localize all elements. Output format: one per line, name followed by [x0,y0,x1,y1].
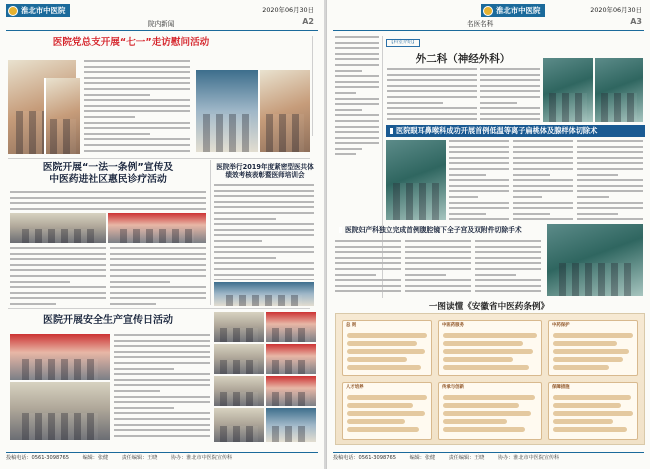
article-perf-review-text [214,184,314,280]
article-law-promo-intro [10,191,206,211]
article-law-promo-text-b [110,247,206,305]
infographic-box-innovation: 传承与创新 [438,382,542,440]
photo-award-group-5 [214,376,264,406]
dept-intro-text-b [480,68,540,122]
footer-chief-editor: 责任编辑：王晓 [448,455,485,461]
article-law-promo-text-a [10,247,106,305]
hospital-seal-icon [8,6,18,16]
footer-phone: 投稿电话：0561-3098765 [333,455,396,461]
article-obgyn-text-b [405,240,471,296]
masthead-name: 淮北市中医院 [496,6,541,15]
photo-handshake [260,70,310,152]
headline-law-promo-1: 医院开展“一法一条例”宣传及 [42,162,174,173]
photo-safety-crowd [10,382,110,440]
masthead-logo [481,4,545,17]
footer-editor: 编辑：张健 [82,455,109,461]
infographic-box-services: 中医药服务 [438,320,542,376]
masthead-logo [6,4,70,17]
footer-phone: 投稿电话：0561-3098765 [6,455,69,461]
section-name: 名医名科 [467,20,494,28]
header-rule [6,30,318,31]
page-a3 [326,0,650,469]
hospital-seal-icon [483,6,493,16]
article-ent-text-b [513,140,573,220]
page-header [333,4,644,28]
headline-perf-review-2: 绩效考核表彰暨医师培训会 [225,171,305,179]
footer-organizer: 协办：淮北市中医院宣传科 [498,455,560,461]
article-ent-text-a [449,140,509,220]
headline-ent-surgery: 医院眼耳鼻喉科成功开展首例低温等离子扁桃体及腺样体切除术 [386,125,645,137]
page-header [6,4,318,28]
dept-intro-tag: 【科室介绍】 [386,39,420,47]
photo-award-group-2 [266,312,316,342]
poster-title: 一图读懂《安徽省中医药条例》 [428,302,550,312]
column-rule [312,36,313,136]
photo-award-group-3 [214,344,264,374]
photo-award-group-6 [266,376,316,406]
dept-intro-text-a [387,68,477,122]
photo-neuro-surgery-1 [543,58,593,122]
photo-ent-surgery-1 [386,140,446,220]
headline-safety-day: 医院开展安全生产宣传日活动 [43,315,173,326]
page-footer [6,452,318,463]
photo-community-clinic [10,213,106,243]
dept-title: 外二科（神经外科） [415,53,511,65]
headline-obgyn-surgery: 医院妇产科独立完成首例腹腔镜下全子宫及双附件切除手术 [335,224,535,236]
col-continued-text [335,36,379,156]
column-rule-2 [210,160,211,305]
footer-organizer: 协办：淮北市中医院宣传科 [171,455,233,461]
photo-safety-banner [10,334,110,380]
section-rule-2 [8,308,310,309]
photo-laparoscopy [547,224,643,296]
photo-review-meeting [214,282,314,306]
page-number: A2 [302,17,314,26]
photo-visit-family [44,78,80,154]
section-rule [8,158,310,159]
headline-party-visit: 医院党总支开展“七一”走访慰问活动 [52,37,210,48]
page-number: A3 [630,17,642,26]
header-rule [333,30,644,31]
regulation-infographic [335,313,645,445]
section-name: 院内新闻 [148,20,175,28]
page-footer [333,452,644,463]
article-ent-text-c [577,140,643,220]
photo-law-booth [108,213,206,243]
headline-perf-review-1: 医院举行2019年度紧密型医共体 [216,163,314,171]
page-a2 [0,0,324,469]
photo-award-group-1 [214,312,264,342]
issue-date: 2020年06月30日 [590,6,642,14]
infographic-box-herb-protection: 中药保护 [548,320,638,376]
issue-date: 2020年06月30日 [262,6,314,14]
photo-neuro-surgery-2 [595,58,643,122]
infographic-box-general: 总 则 [342,320,432,376]
masthead-name: 淮北市中医院 [21,6,66,15]
article-safety-day-text [114,334,210,440]
footer-editor: 编辑：张健 [409,455,436,461]
infographic-box-talent: 人才培养 [342,382,432,440]
photo-gift-handover [196,70,258,152]
footer-chief-editor: 责任编辑：王晓 [121,455,158,461]
article-obgyn-text-a [335,240,401,296]
photo-award-group-7 [214,408,264,442]
photo-award-group-4 [266,344,316,374]
headline-law-promo-2: 中医药进社区惠民诊疗活动 [49,174,167,185]
article-party-visit-text [84,60,190,152]
article-obgyn-text-c [475,240,541,296]
infographic-box-guarantee: 保障措施 [548,382,638,440]
photo-award-group-8 [266,408,316,442]
